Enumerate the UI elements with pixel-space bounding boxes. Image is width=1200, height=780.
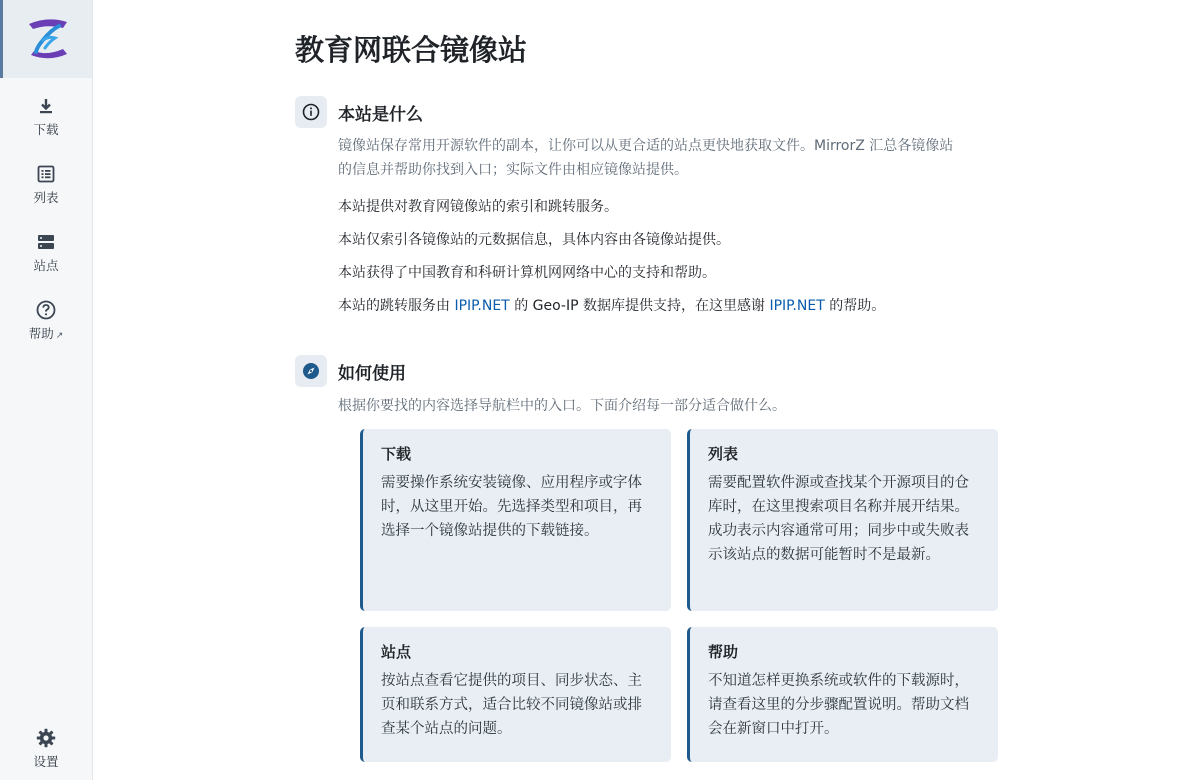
card-list <box>687 429 998 611</box>
sidebar-item-label: 站点 <box>33 258 59 273</box>
sidebar-item-download[interactable] <box>0 88 92 146</box>
card-text: 需要配置软件源或查找某个开源项目的仓库时，在这里搜索项目名称并展开结果。成功表示内容通常可用；同步中或失败表示该站点的数据可能暂时不是最新。 <box>708 475 969 563</box>
sidebar-item-sites[interactable] <box>0 224 92 282</box>
ipip-link[interactable]: IPIP.NET <box>454 298 510 314</box>
card-sites <box>360 627 671 762</box>
sidebar-item-label: 设置 <box>33 754 59 769</box>
sidebar-item-label: 列表 <box>33 190 59 205</box>
server-icon <box>36 232 56 252</box>
card-download <box>360 429 671 611</box>
sidebar <box>0 0 93 780</box>
list-icon <box>36 164 56 184</box>
sidebar-item-label: 帮助 ↗ <box>28 326 64 341</box>
help-icon <box>36 300 56 320</box>
sidebar-item-help[interactable] <box>0 292 92 350</box>
card-title: 下载 <box>381 445 412 463</box>
about-line-thanks: 本站的跳转服务由 IPIP.NET 的 Geo-IP 数据库提供支持，在这里感谢 IPIP.NET 的帮助。 <box>338 298 886 314</box>
mirrorz-logo-icon <box>23 14 73 64</box>
about-intro: 镜像站保存常用开源软件的副本，让你可以从更合适的站点更快地获取文件。MirrorZ 汇总各镜像站 的信息并帮助你找到入口；实际文件由相应镜像站提供。 <box>338 138 954 178</box>
card-title: 列表 <box>708 445 739 463</box>
download-icon <box>36 96 56 116</box>
card-text: 需要操作系统安装镜像、应用程序或字体时，从这里开始。先选择类型和项目，再选择一个镜像站提供的下载链接。 <box>381 475 642 539</box>
card-help <box>687 627 998 762</box>
card-text: 按站点查看它提供的项目、同步状态、主页和联系方式，适合比较不同镜像站或排查某个站点的问题。 <box>381 673 642 737</box>
card-text: 不知道怎样更换系统或软件的下载源时，请查看这里的分步骤配置说明。帮助文档会在新窗口中打开。 <box>708 673 969 737</box>
compass-icon <box>295 355 327 387</box>
sidebar-item-label: 下载 <box>33 122 59 137</box>
about-line: 本站提供对教育网镜像站的索引和跳转服务。 <box>338 199 618 215</box>
about-line: 本站仅索引各镜像站的元数据信息，具体内容由各镜像站提供。 <box>338 232 730 248</box>
howto-intro: 根据你要找的内容选择导航栏中的入口。下面介绍每一部分适合做什么。 <box>338 398 786 414</box>
info-icon <box>295 96 327 128</box>
ipip-link[interactable]: IPIP.NET <box>769 298 825 314</box>
card-title: 帮助 <box>708 643 739 661</box>
sidebar-item-list[interactable] <box>0 156 92 214</box>
section-title-howto: 如何使用 <box>338 364 406 384</box>
section-title-about: 本站是什么 <box>338 105 423 125</box>
card-title: 站点 <box>381 643 412 661</box>
page-title: 教育网联合镜像站 <box>295 33 528 67</box>
logo[interactable] <box>0 0 92 78</box>
about-line: 本站获得了中国教育和科研计算机网网络中心的支持和帮助。 <box>338 265 716 281</box>
sidebar-item-settings[interactable] <box>0 720 92 778</box>
gear-icon <box>36 728 56 748</box>
external-link-icon: ↗ <box>55 331 64 341</box>
